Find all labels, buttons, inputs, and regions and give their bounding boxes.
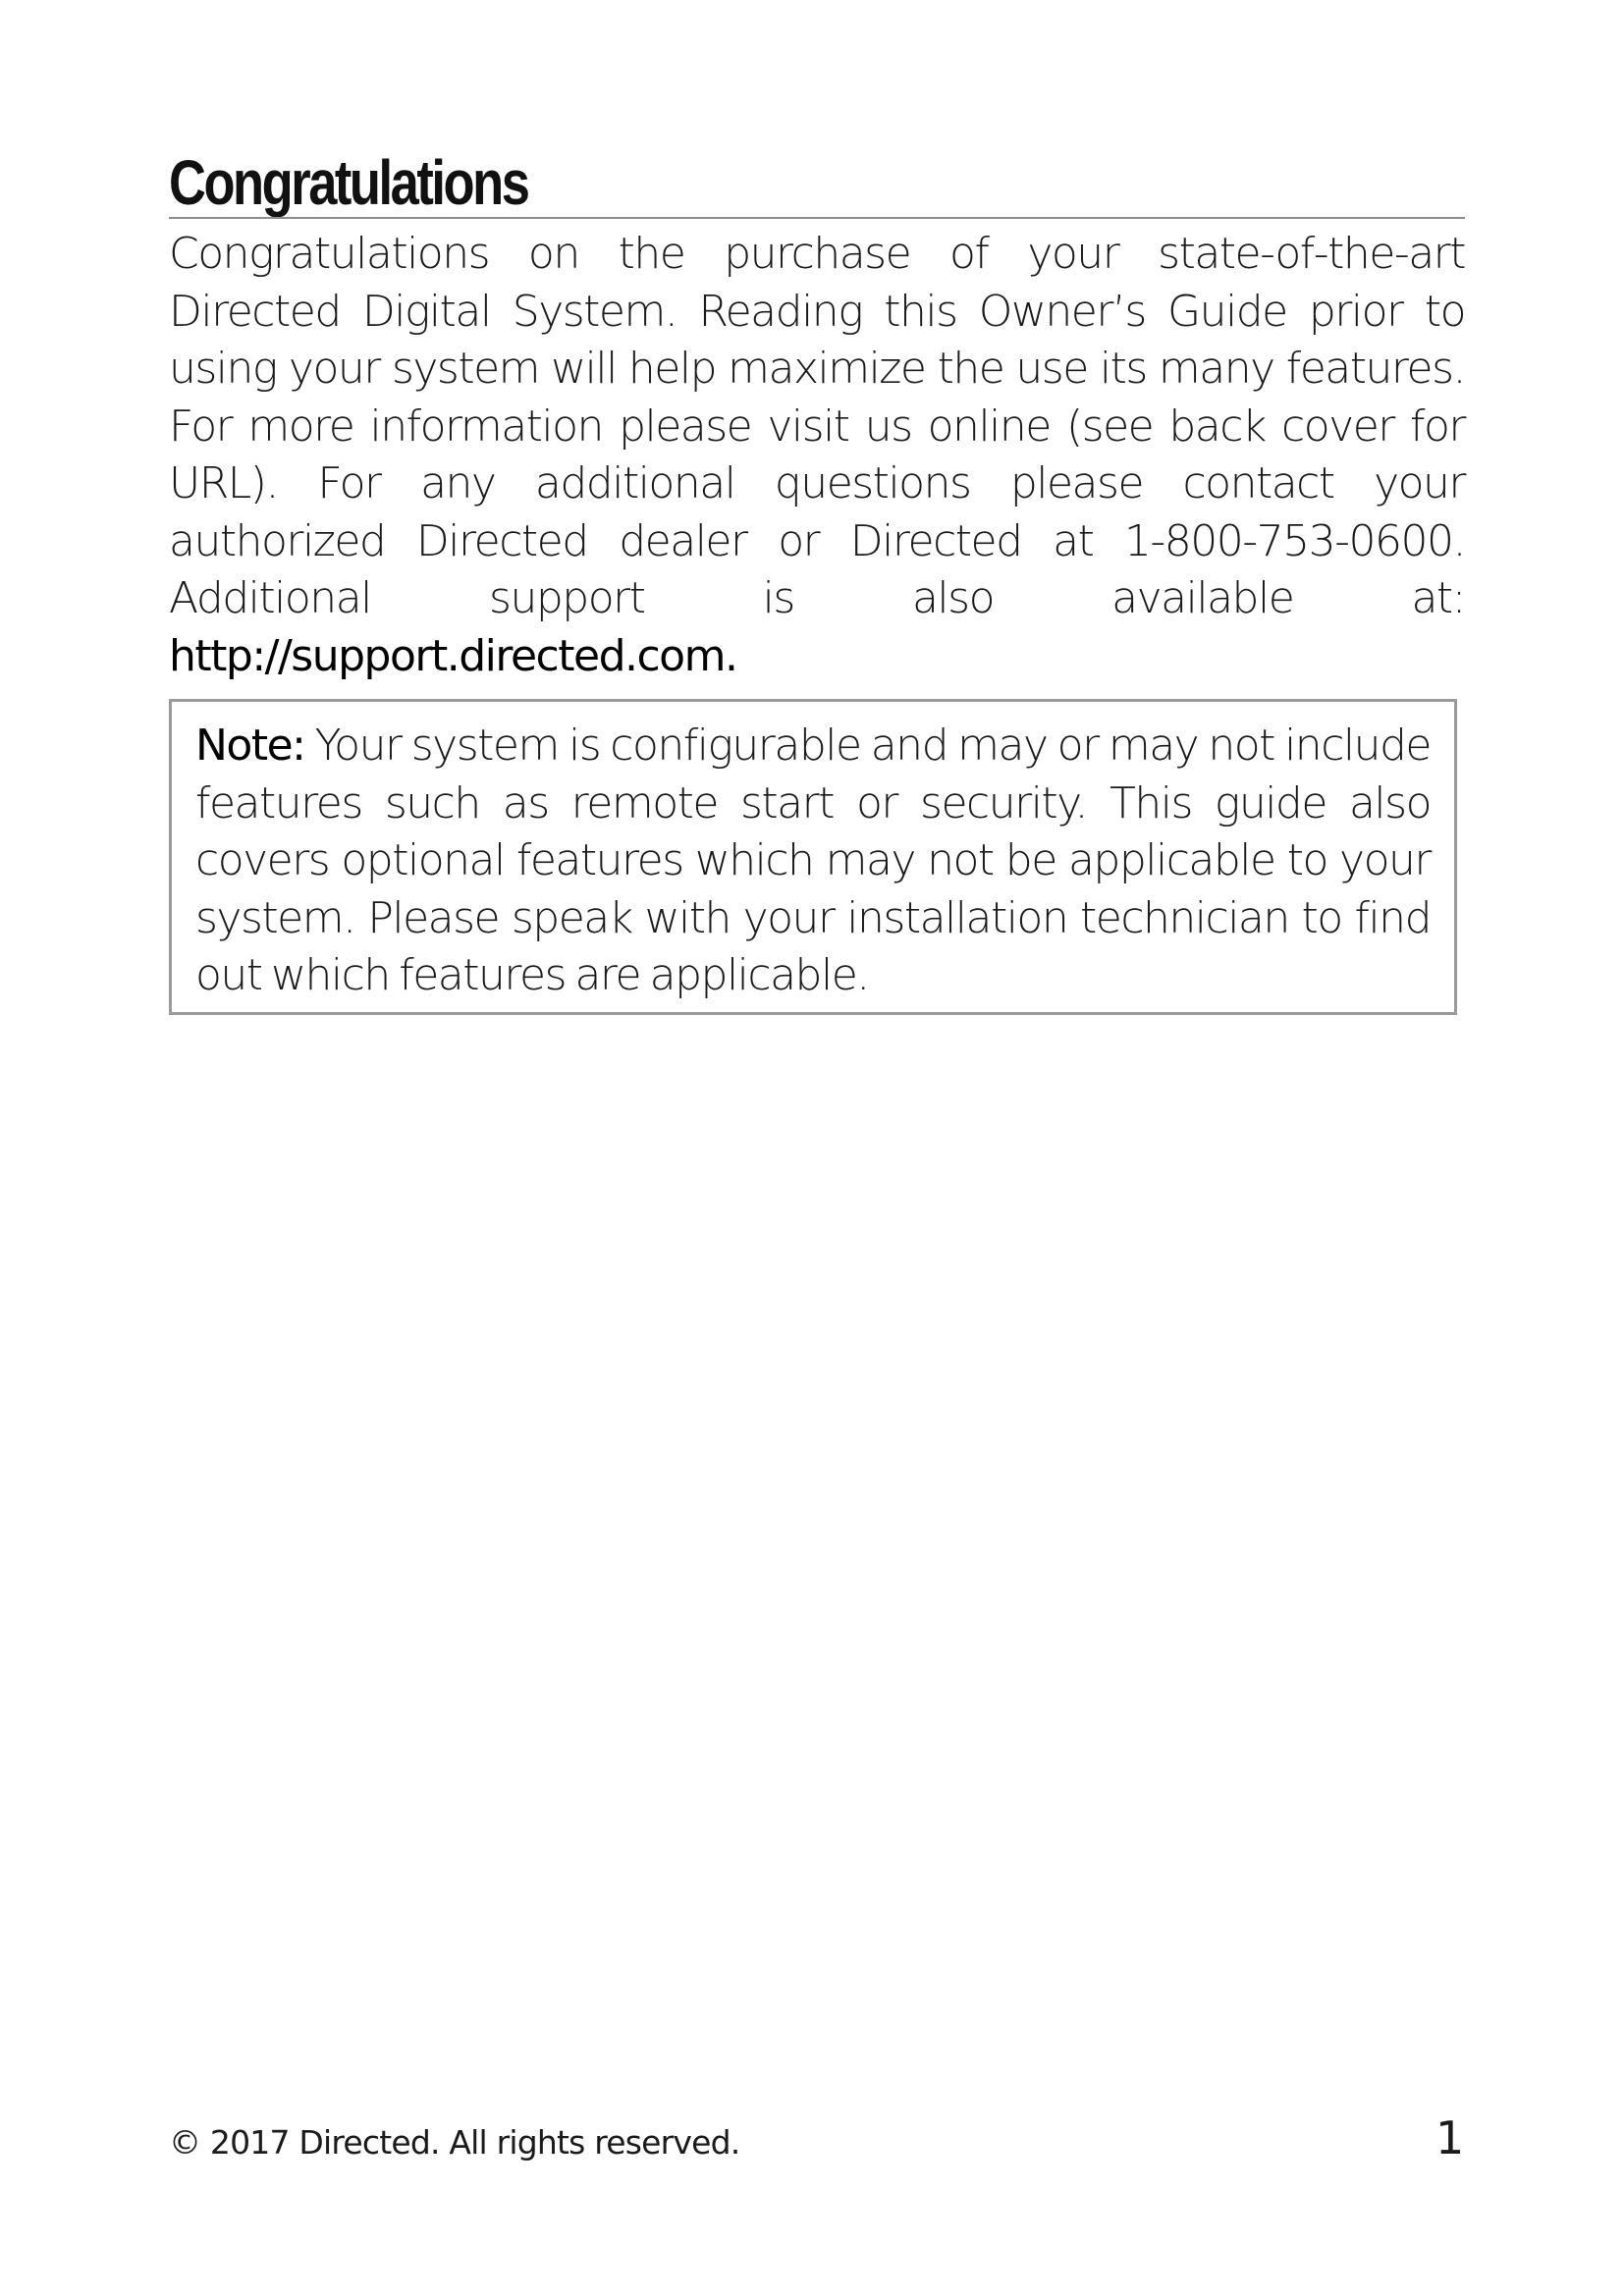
copyright-footer: © 2017 Directed. All rights reserved. [169,2123,740,2162]
support-link[interactable]: http://support.directed.com. [169,630,737,681]
title-divider [169,217,1465,219]
page-title: Congratulations [169,147,528,218]
note-box [169,699,1457,1015]
intro-text: Congratulations on the purchase of your state-of-the-art Directed Digital System. Reading this Owner’s Guide prior to using your system will help maximize the use its many features. For more information please visit us online (see back cover for URL). For any additional questions please contact your authorized Directed dealer or Directed at 1-800-753-0600. Additional support is also available at: [169,229,1465,623]
note-text: Your system is configurable and may or may not include features such as remote start or security. This guide also covers optional features which may not be applicable to your system. Please speak with your installation technician to find out which features are applicable. [195,721,1431,1000]
note-paragraph [195,718,1431,1005]
note-label: Note: [195,721,305,771]
page-number: 1 [1435,2111,1465,2164]
intro-paragraph [169,226,1465,685]
